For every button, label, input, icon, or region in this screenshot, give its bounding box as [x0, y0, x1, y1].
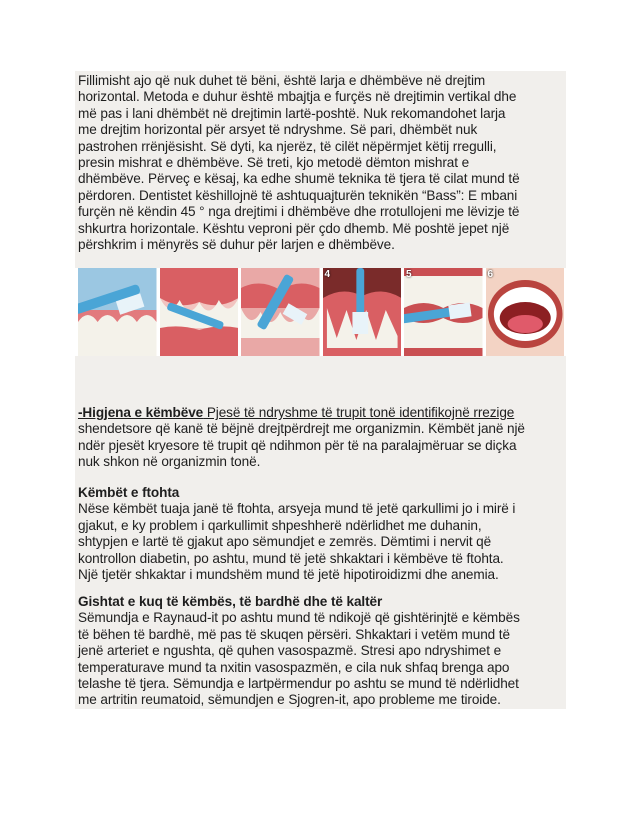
step-panel-3: [241, 268, 320, 356]
step-panel-5: [404, 268, 483, 356]
cold-feet-text: Nëse këmbët tuaja janë të ftohta, arsyeja mund të jetë qarkullimi jo i mirë i gjakut, e ky problem i qarkullimit shpeshherë ndërlidhet me duhanin, shtypjen e lartë të gjakut apo sëmundjet e zemrës. Dëmtimi i nervit që kontrollon diabetin, po ashtu, mund të jetë shkaktari i këmbëve të ftohta. Një tjetër shkaktar i mundshëm mund të jetë hipotiroidizmi dhe anemia.: [78, 501, 516, 583]
intro-text: Fillimisht ajo që nuk duhet të bëni, është larja e dhëmbëve në drejtim horizontal. Metoda e duhur është mbajtja e furçës në drejtimin vertikal dhe më pas i lani dhëmbët në drejtimin lartë-poshtë. Nuk rekomandohet larja me drejtim horizontal për arsyet të ndryshme. Së pari, dhëmbët nuk pastrohen rrënjësisht. Së dyti, ka njerëz, të cilët nëpërmjet këtij rregulli, presin mishrat e dhëmbëve. Së treti, kjo metodë dëmton mishrat e dhëmbëve. Përveç e kësaj, ka edhe shumë teknika të tjera të cilat mund të përdoren. Dentistet këshillojnë të ashtuquajturën teknikën “Bass”: E mbani furçën në këndin 45 ° nga drejtimi i dhëmbëve dhe rrotullojeni me lëvizje të shkurtra horizontale. Kështu veproni për çdo dhemb. Më poshtë jepet një përshkrim i mënyrës së duhur për larjen e dhëmbëve.: [78, 73, 520, 253]
cold-feet-section: [78, 485, 564, 583]
step-number-5: 5: [406, 269, 412, 280]
intro-paragraph: [78, 73, 564, 253]
step-panel-6: [486, 268, 565, 356]
toes-color-heading: Gishtat e kuq të këmbës, të bardhë dhe të kaltër: [78, 594, 383, 609]
toes-color-text: Sëmundja e Raynaud-it po ashtu mund të ndikojë që gishtërinjtë e këmbës të bëhen të bardhë, më pas të skuqen përsëri. Shkaktari i vetëm mund të jenë arteriet e ngushta, që quhen vasospazmë. Stresi apo ndryshimet e temperaturave mund ta nxitin vasospazmën, e cila nuk shfaq brenga apo telashe të tjera. Sëmundja e lartpërmendur po ashtu se mund të ndërlidhet me artritin reumatoid, sëmundjen e Sjogren-it, apo probleme me tiroide.: [78, 610, 520, 708]
brushing-steps-figure: [78, 268, 564, 356]
step-panel-2: [160, 268, 239, 356]
step-number-4: 4: [324, 269, 331, 280]
step-panel-4: [323, 268, 402, 356]
feet-hygiene-title: -Higjena e këmbëve: [78, 405, 204, 420]
step-number-6: 6: [487, 269, 494, 280]
cold-feet-heading: Këmbët e ftohta: [78, 485, 180, 500]
toes-color-section: [78, 594, 564, 709]
feet-hygiene-first-line: [78, 405, 564, 421]
step-panel-1: [78, 268, 157, 356]
feet-hygiene-section: [78, 405, 564, 471]
feet-hygiene-lead: Pjesë të ndryshme të trupit tonë identifikojnë rrezige: [203, 405, 515, 420]
feet-hygiene-text: shendetsore që kanë të bëjnë drejtpërdrejt me organizmin. Këmbët janë një ndër pjesët kryesore të trupit që ndihmon për të na paralajmëruar se diçka nuk shkon në organizmin tonë.: [78, 421, 525, 470]
